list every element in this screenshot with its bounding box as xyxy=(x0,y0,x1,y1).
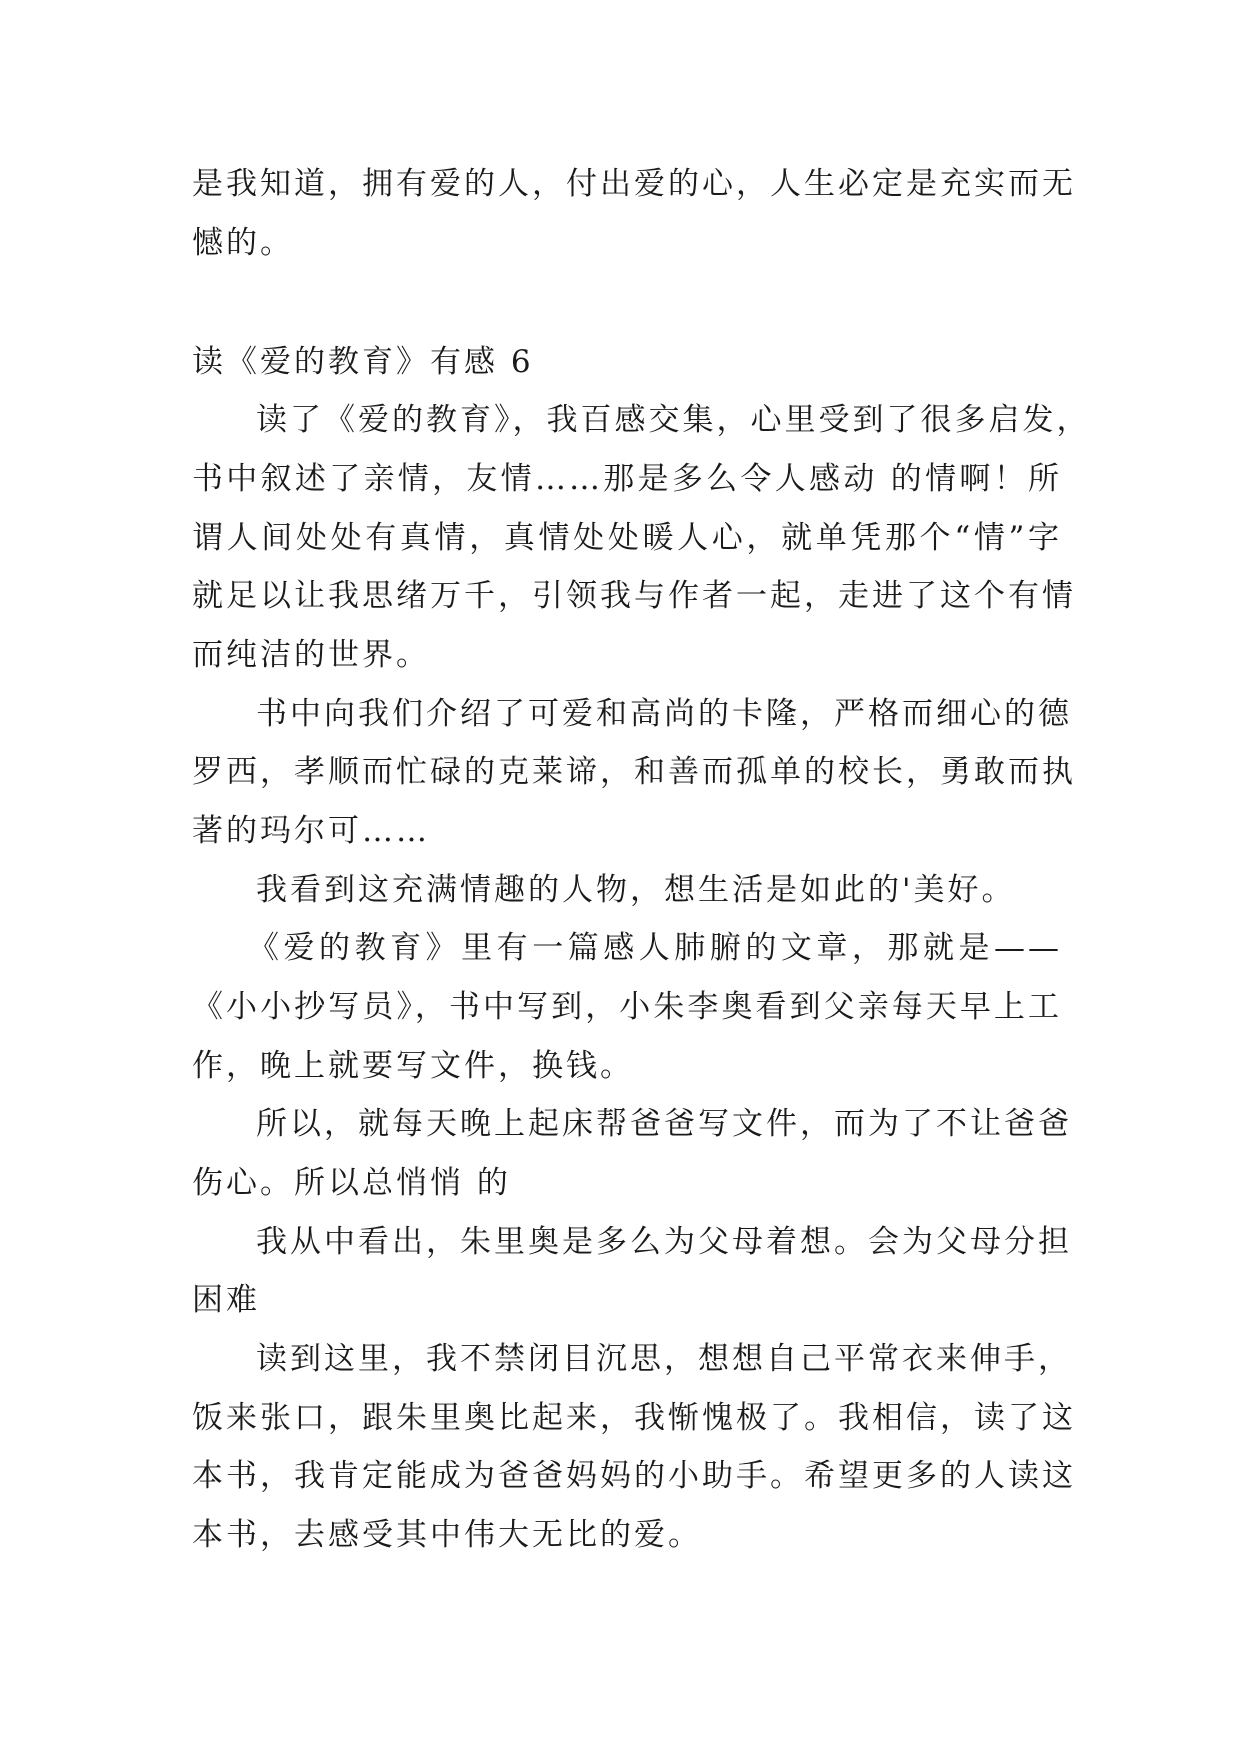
text-line: 读到这里，我不禁闭目沉思，想想自己平常衣来伸手， xyxy=(256,1341,1072,1377)
text-line: 作，晚上就要写文件，换钱。 xyxy=(192,1048,634,1084)
text-line: 所以，就每天晚上起床帮爸爸写文件，而为了不让爸爸 xyxy=(256,1106,1072,1142)
text-line: 饭来张口，跟朱里奥比起来，我惭愧极了。我相信，读了这 xyxy=(192,1400,1076,1436)
text-line: 书中向我们介绍了可爱和高尚的卡隆，严格而细心的德 xyxy=(256,696,1072,732)
text-line: 伤心。所以总悄悄 的 xyxy=(192,1165,511,1201)
text-line: 书中叙述了亲情，友情……那是多么令人感动 的情啊！所 xyxy=(192,461,1062,497)
text-line: 罗西，孝顺而忙碌的克莱谛，和善而孤单的校长，勇敢而执 xyxy=(192,754,1076,790)
text-line: 《爱的教育》里有一篇感人肺腑的文章，那就是—— xyxy=(248,930,1062,966)
text-line: 困难 xyxy=(192,1282,260,1318)
text-line: 本书，去感受其中伟大无比的爱。 xyxy=(192,1517,702,1553)
text-line: 我从中看出，朱里奥是多么为父母着想。会为父母分担 xyxy=(256,1224,1072,1260)
text-line: 本书，我肯定能成为爸爸妈妈的小助手。希望更多的人读这 xyxy=(192,1458,1076,1494)
text-line: 憾的。 xyxy=(192,225,294,261)
text-line: 就足以让我思绪万千，引领我与作者一起，走进了这个有情 xyxy=(192,578,1076,614)
text-line: 我看到这充满情趣的人物，想生活是如此的'美好。 xyxy=(256,872,1016,908)
text-line: 《小小抄写员》，书中写到，小朱李奥看到父亲每天早上工 xyxy=(192,989,1062,1025)
text-line: 是我知道，拥有爱的人，付出爱的心，人生必定是充实而无 xyxy=(192,166,1076,202)
text-line: 著的玛尔可…… xyxy=(192,813,430,849)
section-title: 读《爱的教育》有感 6 xyxy=(192,344,534,380)
text-line: 谓人间处处有真情，真情处处暖人心，就单凭那个“情”字 xyxy=(192,520,1062,556)
text-line: 读了《爱的教育》，我百感交集，心里受到了很多启发， xyxy=(256,402,1091,438)
text-line: 而纯洁的世界。 xyxy=(192,637,430,673)
